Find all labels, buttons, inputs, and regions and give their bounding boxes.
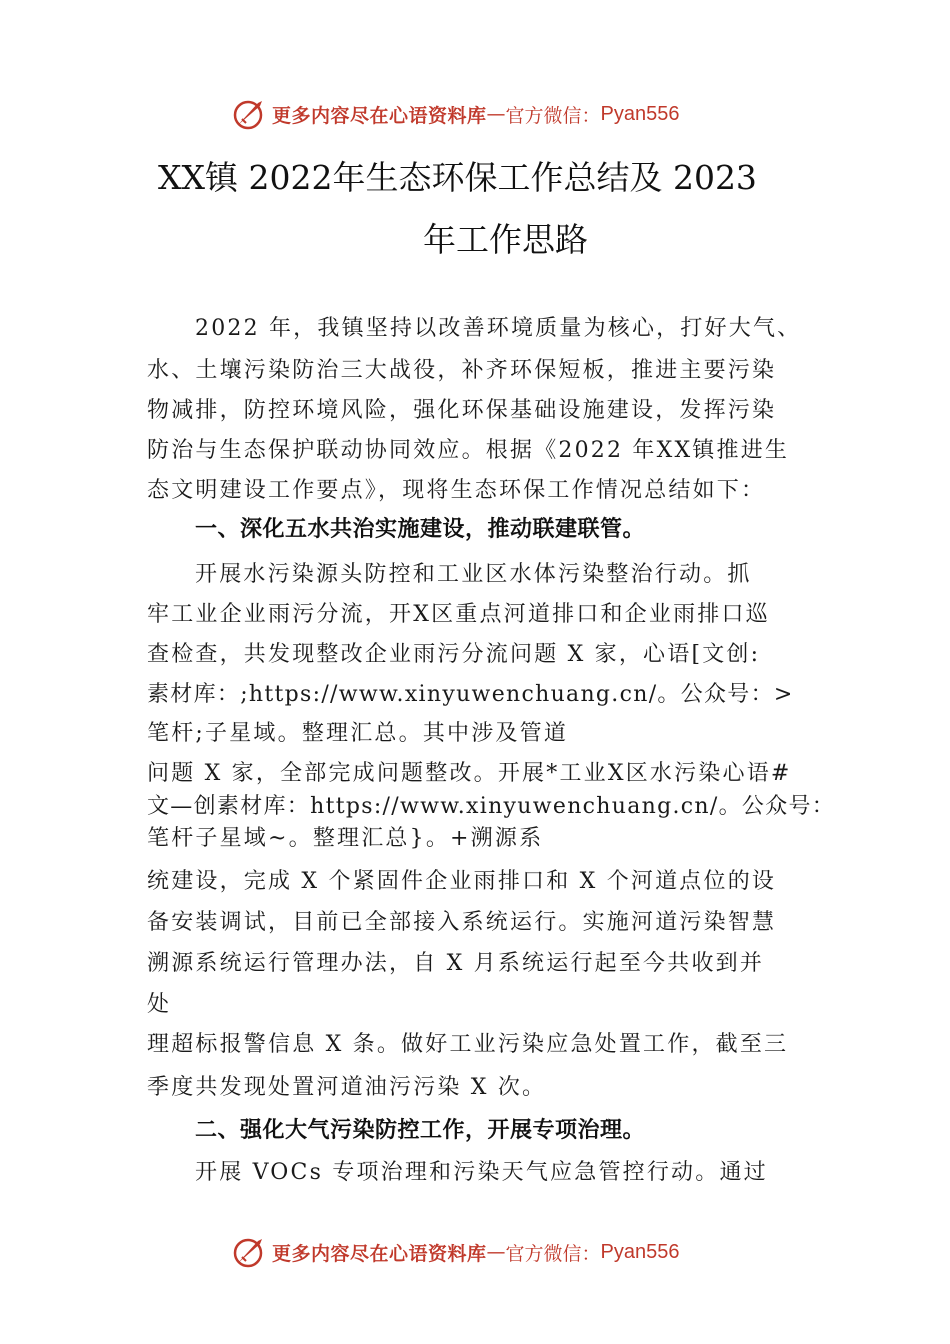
watermark-banner-top	[232, 96, 732, 132]
watermark-text: 更多内容尽在心语资料库	[272, 104, 487, 127]
watermark-banner-bottom	[232, 1234, 732, 1270]
document-title-line-2: 年工作思路	[423, 220, 588, 259]
body-line: 溯源系统运行管理办法，自 X 月系统运行起至今共收到并	[147, 951, 765, 976]
body-line: 问题 X 家，全部完成问题整改。开展*工业X区水污染心语#	[147, 761, 792, 786]
document-title-line-1: XX镇 2022年生态环保工作总结及 2023	[158, 158, 757, 197]
quill-seal-icon	[232, 1235, 266, 1269]
watermark-wechat-label: 官方微信：	[505, 104, 601, 127]
body-line: 开展水污染源头防控和工业区水体污染整治行动。抓	[195, 562, 752, 587]
body-line: 开展 VOCs 专项治理和污染天气应急管控行动。通过	[195, 1160, 768, 1185]
body-line: 态文明建设工作要点》，现将生态环保工作情况总结如下：	[147, 478, 766, 503]
watermark-separator: —	[486, 103, 506, 125]
body-line: 笔杆子星域~。整理汇总}。+溯源系	[147, 826, 544, 851]
body-line: 素材库：;https://www.xinyuwenchuang.cn/。公众号：>	[147, 682, 794, 707]
section-heading-1: 一、深化五水共治实施建设，推动联建联管。	[195, 517, 646, 542]
watermark-wechat-id: Pyan556	[600, 102, 680, 125]
watermark-wechat-id: Pyan556	[600, 1240, 680, 1263]
body-line: 防治与生态保护联动协同效应。根据《2022 年XX镇推进生	[147, 438, 790, 463]
body-line: 2022 年，我镇坚持以改善环境质量为核心，打好大气、	[195, 316, 802, 341]
section-heading-2: 二、强化大气污染防控工作，开展专项治理。	[195, 1118, 646, 1143]
watermark-wechat-label: 官方微信：	[505, 1242, 601, 1265]
body-line: 文—创素材库：https://www.xinyuwenchuang.cn/。公众号：	[147, 794, 836, 819]
body-line: 处	[147, 992, 172, 1017]
body-line: 理超标报警信息 X 条。做好工业污染应急处置工作，截至三	[147, 1032, 789, 1057]
body-line: 笔杆;子星域。整理汇总。其中涉及管道	[147, 721, 569, 746]
body-line: 季度共发现处置河道油污污染 X 次。	[147, 1075, 547, 1100]
watermark-separator: —	[486, 1241, 506, 1263]
body-line: 查检查，共发现整改企业雨污分流问题 X 家，心语[文创:	[147, 642, 761, 667]
quill-seal-icon	[232, 97, 266, 131]
body-line: 备安装调试，目前已全部接入系统运行。实施河道污染智慧	[147, 910, 777, 935]
watermark-text: 更多内容尽在心语资料库	[272, 1242, 487, 1265]
body-line: 水、土壤污染防治三大战役，补齐环保短板，推进主要污染	[147, 358, 777, 383]
body-line: 物减排，防控环境风险，强化环保基础设施建设，发挥污染	[147, 398, 777, 423]
body-line: 牢工业企业雨污分流，开X区重点河道排口和企业雨排口巡	[147, 602, 770, 627]
body-line: 统建设，完成 X 个紧固件企业雨排口和 X 个河道点位的设	[147, 869, 777, 894]
